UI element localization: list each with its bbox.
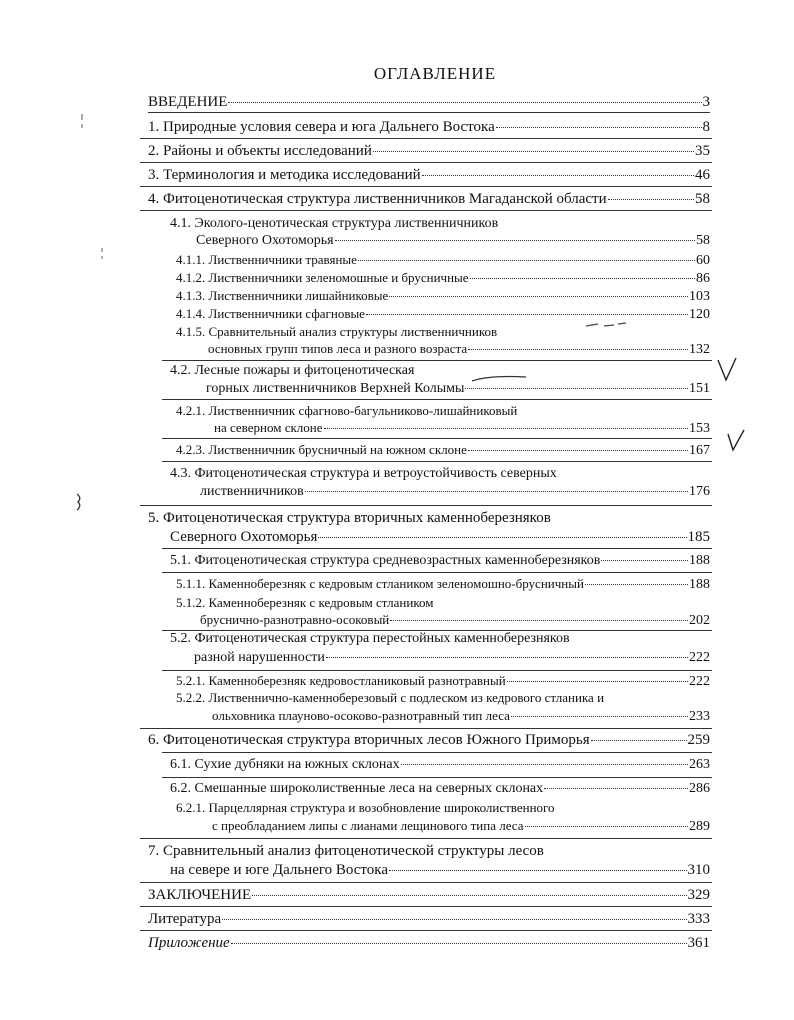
toc-entry[interactable] <box>148 887 710 904</box>
toc-entry[interactable] <box>148 167 710 184</box>
leader-dots <box>222 919 686 920</box>
toc-entry[interactable] <box>176 288 710 305</box>
divider <box>162 572 712 573</box>
leader-dots <box>422 175 694 176</box>
toc-entry[interactable] <box>148 119 710 136</box>
toc-entry-page: 188 <box>689 553 710 568</box>
leader-dots <box>389 296 688 297</box>
toc-entry-page: 167 <box>689 443 710 458</box>
toc-entry[interactable] <box>194 650 710 666</box>
toc-entry-page: 46 <box>695 167 710 183</box>
toc-entry-title: 5. Фитоценотическая структура вторичных каменноберезняков <box>148 510 551 526</box>
toc-entry-page: 289 <box>689 819 710 834</box>
toc-entry-page: 35 <box>695 143 710 159</box>
toc-entry-title: 5.2. Фитоценотическая структура перестойных каменноберезняков <box>170 631 570 646</box>
leader-dots <box>305 491 688 492</box>
divider <box>140 186 712 187</box>
toc-entry-title: 5.1.1. Каменноберезняк с кедровым стлаником зеленомошно-брусничный <box>176 576 584 591</box>
toc-entry-title-cont: ольховника плауново-осоково-разнотравный тип леса <box>212 708 510 723</box>
toc-entry-page: 361 <box>687 935 710 951</box>
toc-entry-title-cont: горных лиственничников Верхней Колымы <box>206 381 465 396</box>
toc-entry-title: 4.2. Лесные пожары и фитоценотическая <box>170 363 415 378</box>
toc-entry[interactable] <box>170 781 710 797</box>
toc-entry-title: 6.1. Сухие дубняки на южных склонах <box>170 757 400 772</box>
toc-entry[interactable] <box>148 732 710 749</box>
leader-dots <box>228 102 701 103</box>
toc-entry-page: 58 <box>696 233 710 248</box>
toc-entry[interactable] <box>200 612 710 629</box>
toc-entry-title: 4. Фитоценотическая структура лиственничников Магаданской области <box>148 191 607 207</box>
leader-dots <box>608 199 694 200</box>
toc-entry[interactable] <box>176 576 710 593</box>
toc-entry-title: 1. Природные условия севера и юга Дальнего Востока <box>148 119 495 135</box>
toc-entry[interactable] <box>206 381 710 397</box>
toc-entry-title: 4.1.1. Лиственничники травяные <box>176 252 357 267</box>
toc-entry[interactable] <box>148 191 710 208</box>
toc-entry[interactable] <box>148 911 710 928</box>
toc-entry[interactable] <box>200 484 710 500</box>
leader-dots <box>231 943 687 944</box>
leader-dots <box>326 657 688 658</box>
leader-dots <box>511 716 688 717</box>
toc-entry-page: 263 <box>689 757 710 772</box>
toc-entry-page: 333 <box>687 911 710 927</box>
toc-entry-title: Литература <box>148 911 222 927</box>
toc-entry-page: 329 <box>687 887 710 903</box>
toc-entry-title-cont: основных групп типов леса и разного возраста <box>208 341 468 356</box>
leader-dots <box>366 314 688 315</box>
scan-speck <box>78 112 86 132</box>
toc-entry[interactable] <box>212 708 710 725</box>
toc-entry[interactable] <box>148 935 710 952</box>
divider <box>162 670 712 671</box>
checkmark-icon <box>716 356 740 384</box>
leader-dots <box>468 349 688 350</box>
toc-entry-page: 3 <box>702 94 710 110</box>
toc-entry-title: 4.1.4. Лиственничники сфагновые <box>176 306 365 321</box>
divider <box>162 548 712 549</box>
divider <box>162 360 712 361</box>
leader-dots <box>601 560 688 561</box>
leader-dots <box>401 764 688 765</box>
toc-entry-title: 6.2. Смешанные широколиственные леса на северных склонах <box>170 781 544 796</box>
toc-entry[interactable] <box>214 420 710 437</box>
leader-dots <box>585 584 688 585</box>
toc-entry-page: 153 <box>689 421 710 436</box>
toc-entry-title: 4.2.1. Лиственничник сфагново-багульниково-лишайниковый <box>176 403 518 418</box>
toc-entry-title: 6. Фитоценотическая структура вторичных лесов Южного Приморья <box>148 732 590 748</box>
toc-entry-page: 176 <box>689 484 710 499</box>
leader-dots <box>389 870 686 871</box>
divider <box>162 777 712 778</box>
divider <box>140 930 712 931</box>
leader-dots <box>373 151 694 152</box>
toc-entry-title: 4.1.2. Лиственничники зеленомошные и брусничные <box>176 270 469 285</box>
divider <box>162 461 712 462</box>
toc-entry-page: 222 <box>689 650 710 665</box>
toc-entry[interactable] <box>170 862 710 879</box>
toc-entry[interactable] <box>170 757 710 773</box>
leader-dots <box>324 428 689 429</box>
divider <box>140 505 712 506</box>
scan-speck <box>74 492 84 512</box>
toc-entry-title: 5.2.1. Каменноберезняк кедровостланиковый разнотравный <box>176 673 506 688</box>
toc-entry-title: 4.3. Фитоценотическая структура и ветроустойчивость северных <box>170 466 557 481</box>
toc-entry-page: 222 <box>689 674 710 689</box>
leader-dots <box>252 895 686 896</box>
toc-entry-page: 286 <box>689 781 710 796</box>
toc-entry-title: 5.2.2. Лиственнично-каменноберезовый с подлеском из кедрового стланика и <box>176 690 605 705</box>
toc-entry-page: 259 <box>687 732 710 748</box>
toc-entry-page: 233 <box>689 709 710 724</box>
toc-entry-page: 58 <box>695 191 710 207</box>
toc-entry-page: 120 <box>689 307 710 322</box>
page-title: ОГЛАВЛЕНИЕ <box>373 64 497 83</box>
leader-dots <box>358 260 695 261</box>
divider <box>162 399 712 400</box>
leader-dots <box>465 388 688 389</box>
toc-entry-title-cont: бруснично-разнотравно-осоковый <box>200 612 390 627</box>
toc-entry-page: 60 <box>696 253 710 268</box>
leader-dots <box>591 740 687 741</box>
leader-dots <box>544 788 688 789</box>
toc-entry-title: 2. Районы и объекты исследований <box>148 143 372 159</box>
divider <box>162 752 712 753</box>
pencil-stroke <box>470 373 530 385</box>
leader-dots <box>525 826 688 827</box>
divider <box>140 162 712 163</box>
toc-entry-page: 188 <box>689 577 710 592</box>
toc-entry[interactable] <box>170 529 710 546</box>
toc-entry-page: 185 <box>687 529 710 545</box>
toc-entry-title-cont: Северного Охотоморья <box>196 233 334 248</box>
toc-entry[interactable] <box>212 818 710 835</box>
divider <box>140 138 712 139</box>
toc-entry-title: 4.1.5. Сравнительный анализ структуры лиственничников <box>176 324 498 339</box>
divider <box>140 906 712 907</box>
divider <box>140 210 712 211</box>
toc-entry[interactable] <box>176 306 710 323</box>
toc-entry-title: Приложение <box>148 935 230 951</box>
toc-entry[interactable] <box>148 143 710 160</box>
toc-entry-title-cont: разной нарушенности <box>194 650 325 665</box>
toc-entry-title: ЗАКЛЮЧЕНИЕ <box>148 887 252 903</box>
toc-entry-title: 3. Терминология и методика исследований <box>148 167 421 183</box>
toc-entry-title: 6.2.1. Парцеллярная структура и возобновление широколиственного <box>176 800 555 815</box>
toc-entry[interactable] <box>208 341 710 358</box>
toc-entry[interactable] <box>176 442 710 459</box>
toc-entry-title: 4.2.3. Лиственничник брусничный на южном склоне <box>176 442 467 457</box>
toc-entry-page: 103 <box>689 289 710 304</box>
checkmark-icon <box>726 428 750 454</box>
toc-entry-page: 310 <box>687 862 710 878</box>
leader-dots <box>507 681 688 682</box>
toc-entry-title: 7. Сравнительный анализ фитоценотической структуры лесов <box>148 843 544 859</box>
toc-entry-title: 4.1. Эколого-ценотическая структура лиственничников <box>170 216 499 231</box>
toc-entry-title: 5.1.2. Каменноберезняк с кедровым стлаником <box>176 595 434 610</box>
toc-entry-page: 132 <box>689 342 710 357</box>
leader-dots <box>468 450 688 451</box>
toc-entry-page: 202 <box>689 613 710 628</box>
divider <box>140 728 712 729</box>
leader-dots <box>318 537 686 538</box>
toc-entry-title-cont: лиственничников <box>200 484 304 499</box>
leader-dots <box>335 240 695 241</box>
toc-entry-title-cont: на севере и юге Дальнего Востока <box>170 862 389 878</box>
leader-dots <box>470 278 695 279</box>
toc-entry[interactable] <box>176 270 710 287</box>
toc-entry-title: 5.1. Фитоценотическая структура средневозрастных каменноберезняков <box>170 553 601 568</box>
toc-entry[interactable] <box>176 252 710 269</box>
toc-entry-title-cont: на северном склоне <box>214 420 323 435</box>
divider <box>162 438 712 439</box>
divider <box>140 838 712 839</box>
divider <box>148 112 710 113</box>
toc-entry-title-cont: Северного Охотоморья <box>170 529 318 545</box>
divider <box>140 882 712 883</box>
toc-entry-title: ВВЕДЕНИЕ <box>148 94 228 110</box>
scan-speck <box>98 246 106 262</box>
leader-dots <box>496 127 702 128</box>
toc-entry-page: 8 <box>702 119 710 135</box>
toc-entry[interactable] <box>170 553 710 569</box>
toc-entry[interactable] <box>176 673 710 690</box>
leader-dots <box>390 620 688 621</box>
toc-entry-page: 86 <box>696 271 710 286</box>
toc-entry-title-cont: с преобладанием липы с лианами лещинового типа леса <box>212 818 524 833</box>
toc-entry-page: 151 <box>689 381 710 396</box>
toc-entry[interactable] <box>196 233 710 249</box>
toc-entry-title: 4.1.3. Лиственничники лишайниковые <box>176 288 389 303</box>
toc-entry[interactable] <box>148 94 710 111</box>
pencil-stroke <box>584 320 628 330</box>
